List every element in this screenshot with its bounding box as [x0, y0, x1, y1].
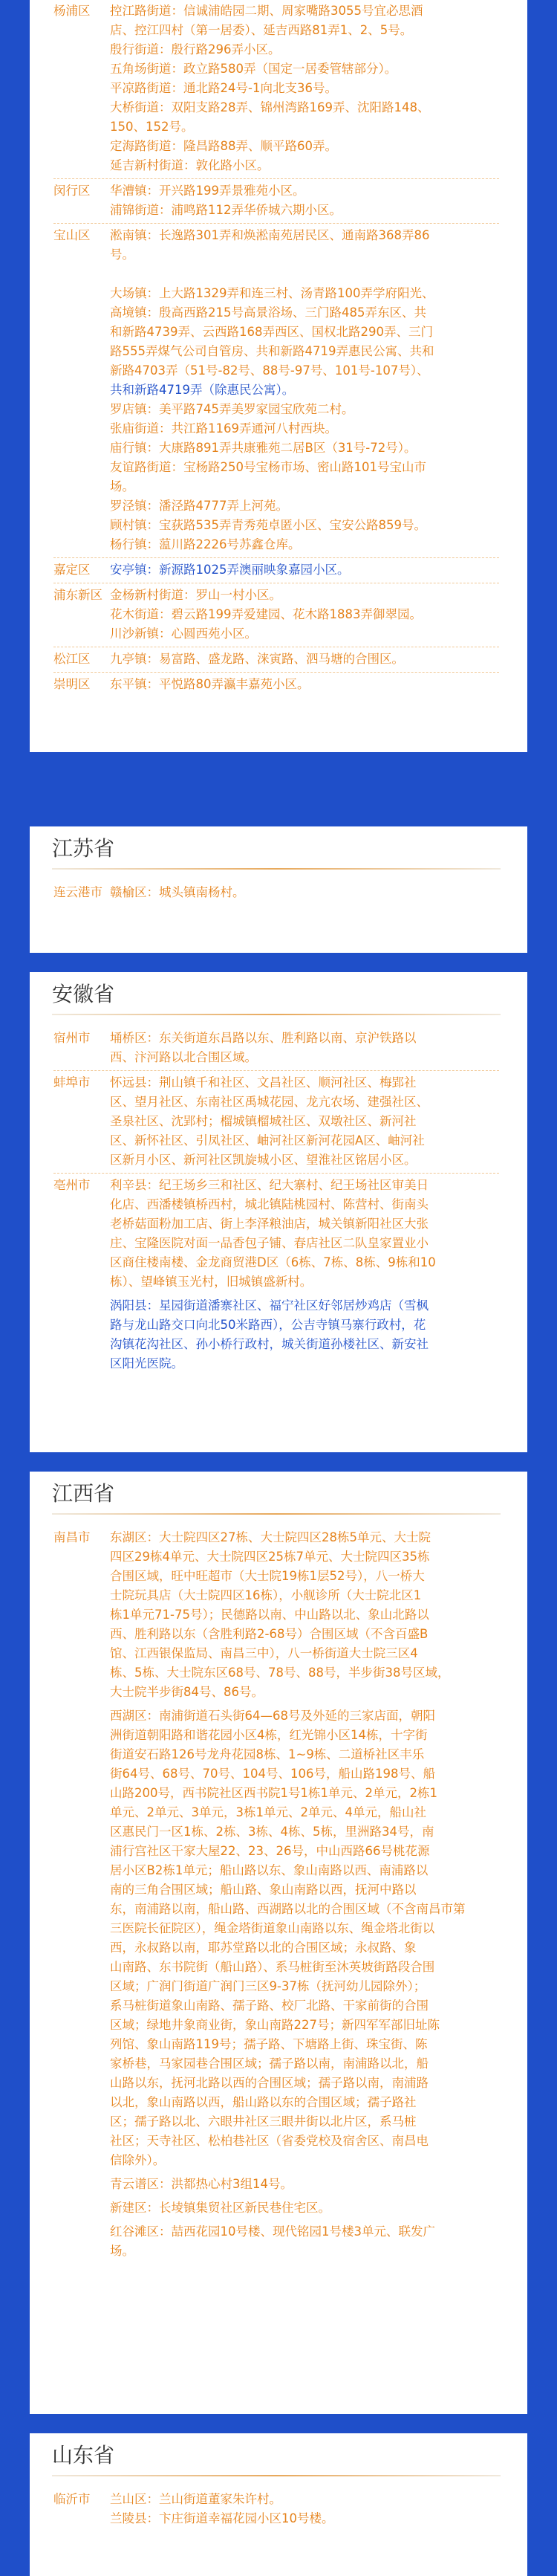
entry-line: 浦锦街道：浦鸣路112弄华侨城六期小区。 [110, 203, 342, 217]
district-name: 亳州市 [53, 1178, 91, 1192]
entry-line: 栋）、望峰镇玉光村，旧城镇盛新村。 [110, 1275, 313, 1289]
entry-line: 沟镇花沟社区、孙小桥行政村，城关街道孙楼社区、新安社 [110, 1337, 429, 1351]
entry-line: 店、控江四村（第一居委）、延吉西路81弄1、2、5号。 [110, 23, 413, 37]
entry-line: 大士院半步街84号、86号。 [110, 1685, 264, 1699]
entry-line: 场。 [110, 2244, 134, 2258]
entry-line: 山南路、东书院街（船山路）、系马桩街至沐英坡街路段合围 [110, 1960, 435, 1974]
district-separator [53, 1070, 499, 1071]
entry-line: 罗店镇：美平路745弄美罗家园宝欣苑二村。 [110, 402, 354, 416]
entry-line: 延吉新村街道：敦化路小区。 [110, 158, 270, 172]
district-separator [53, 178, 499, 179]
entry-line: 安亭镇：新源路1025弄澳丽映象嘉园小区。 [110, 563, 350, 577]
entry-line: 系马桩街道象山南路、孺子路、校厂北路、干家前街的合围 [110, 1999, 429, 2013]
entry-line: 罗泾镇：潘泾路4777弄上河苑。 [110, 499, 288, 513]
entry-line: 张庙街道：共江路1169弄通河八村西块。 [110, 421, 337, 436]
entry-line: 共和新路4719弄（除惠民公寓）。 [110, 383, 295, 397]
district-name: 蚌埠市 [53, 1075, 91, 1090]
entry-line: 兰山区：兰山街道董家朱许村。 [110, 2492, 281, 2506]
entry-line: 殷行街道：殷行路296弄小区。 [110, 42, 281, 56]
district-name: 宿州市 [53, 1031, 91, 1045]
province-divider [52, 2475, 501, 2476]
entry-line: 定海路街道：隆昌路88弄、顺平路60弄。 [110, 139, 337, 153]
entry-line: 青云谱区：洪都热心村3组14号。 [110, 2177, 293, 2191]
entry-line: 大场镇：上大路1329弄和连三村、汤青路100弄学府阳光、 [110, 286, 434, 300]
entry-line: 以北，象山南路以西，船山路以东的合围区域；孺子路社 [110, 2095, 417, 2109]
entry-line: 信除外）。 [110, 2153, 166, 2167]
entry-line: 路555弄煤气公司自管房、共和新路4719弄惠民公寓、共和 [110, 344, 434, 358]
entry-line: 埇桥区：东关街道东昌路以东、胜利路以南、京沪铁路以 [110, 1031, 417, 1045]
entry-line: 南的三角合围区域；船山路、象山南路以西，抚河中路以 [110, 1883, 417, 1897]
entry-line: 华漕镇：开兴路199弄景雅苑小区。 [110, 184, 305, 198]
entry-line: 大桥街道：双阳支路28弄、锦州湾路169弄、沈阳路148、 [110, 100, 430, 114]
district-name: 闵行区 [53, 184, 91, 198]
entry-line: 涡阳县：星园街道潘寨社区、福宁社区好邻居炒鸡店（雪枫 [110, 1298, 429, 1313]
district-name: 连云港市 [53, 885, 102, 899]
entry-line: 西、汴河路以北合围区域。 [110, 1050, 257, 1064]
entry-line: 怀远县：荆山镇千和社区、文昌社区、顺河社区、梅郢社 [110, 1075, 417, 1090]
entry-line: 家桥巷，马家园巷合围区域；孺子路以南，南浦路以北，船 [110, 2056, 429, 2071]
entry-line: 庙行镇：大康路891弄共康雅苑二居B区（31号-72号）。 [110, 441, 417, 455]
entry-line: 红谷滩区：喆西花园10号楼、现代铭园1号楼3单元、联发广 [110, 2224, 435, 2239]
entry-line: 和新路4739弄、云西路168弄西区、国权北路290弄、三门 [110, 325, 433, 339]
entry-line: 西湖区：南浦街道石头街64—68号及外延的三家店面，朝阳 [110, 1709, 435, 1723]
entry-line: 区、望月社区、东南社区禹城花园、龙亢农场、建强社区、 [110, 1095, 429, 1109]
entry-line: 浦行宫社区干家大屋22、23、26号，中山西路66号桃花源 [110, 1844, 430, 1858]
entry-line: 区域；广润门街道广润门三区9-37栋（抚河幼儿园除外）； [110, 1979, 426, 1993]
entry-line: 山路以东，抚河北路以西的合围区域；孺子路以南，南浦路 [110, 2076, 429, 2090]
entry-line: 区惠民门一区1栋、2栋、3栋、4栋、5栋，里洲路34号，南 [110, 1825, 434, 1839]
district-separator [53, 1173, 499, 1174]
entry-line: 川沙新镇：心圆西苑小区。 [110, 627, 257, 641]
district-name: 松江区 [53, 652, 91, 666]
entry-line: 平凉路街道：通北路24号-1向北支36号。 [110, 81, 337, 95]
entry-line: 单元、2单元、3单元，3栋1单元、2单元、4单元，船山社 [110, 1805, 426, 1819]
district-name: 宝山区 [53, 228, 91, 242]
province-divider [52, 1513, 501, 1515]
entry-line: 杨行镇：蕰川路2226号苏鑫仓库。 [110, 537, 301, 551]
entry-line: 赣榆区：城头镇南杨村。 [110, 885, 245, 899]
entry-line: 区；孺子路以北、六眼井社区三眼井街以北片区，系马桩 [110, 2114, 417, 2129]
district-name: 临沂市 [53, 2492, 91, 2506]
entry-line: 顾村镇：宝荻路535弄青秀苑卓匿小区、宝安公路859号。 [110, 518, 426, 532]
entry-line: 栋1单元71-75号）；民德路以南、中山路以北、象山北路以 [110, 1608, 429, 1622]
province-divider [52, 1014, 501, 1015]
district-name: 杨浦区 [53, 4, 91, 18]
entry-line: 五角场街道：政立路580弄（国定一居委管辖部分）。 [110, 62, 397, 76]
entry-line: 友谊路街道：宝杨路250号宝杨市场、密山路101号宝山市 [110, 460, 426, 474]
entry-line: 东，南浦路以南，船山路、西湖路以北的合围区域（不含南昌市第 [110, 1902, 466, 1916]
entry-line: 花木街道：碧云路199弄爱建园、花木路1883弄御翠园。 [110, 607, 422, 621]
province-title: 安徽省 [52, 982, 115, 1006]
district-separator [53, 557, 499, 558]
entry-line: 街道安石路126号龙舟花园8栋、1~9栋、二道桥社区丰乐 [110, 1747, 425, 1761]
entry-line: 东湖区：大士院四区27栋、大士院四区28栋5单元、大士院 [110, 1530, 431, 1544]
province-title: 山东省 [52, 2443, 115, 2467]
entry-line: 新路4703弄（51号-82号、88号-97号、101号-107号）、 [110, 363, 429, 378]
entry-line: 西，永叔路以南，耶苏堂路以北的合围区域；永叔路、象 [110, 1941, 417, 1955]
entry-line: 洲街道朝阳路和谐花园小区4栋，红光锦小区14栋，十字街 [110, 1728, 428, 1742]
entry-line: 利辛县：纪王场乡三和社区、纪大寨村、纪王场社区审美日 [110, 1178, 429, 1192]
entry-line: 金杨新村街道：罗山一村小区。 [110, 588, 281, 602]
entry-line: 三医院长征院区），绳金塔街道象山南路以东、绳金塔北街以 [110, 1921, 435, 1935]
entry-line: 九亭镇：易富路、盛龙路、涞寅路、泗马塘的合围区。 [110, 652, 404, 666]
district-name: 浦东新区 [53, 588, 102, 602]
entry-line: 淞南镇：长逸路301弄和焕淞南苑居民区、通南路368弄86 [110, 228, 430, 242]
entry-line: 四区29栋4单元、大士院四区25栋7单元、大士院四区35栋 [110, 1550, 430, 1564]
entry-line: 150、152号。 [110, 120, 194, 134]
entry-line: 兰陵县：卞庄街道幸福花园小区10号楼。 [110, 2511, 334, 2525]
entry-line: 控江路街道：信诚浦皓园二期、周家嘴路3055号宜必思酒 [110, 4, 423, 18]
entry-line: 圣泉社区、沈郢村；榴城镇榴城社区、双墩社区、新河社 [110, 1114, 417, 1128]
entry-line: 东平镇：平悦路80弄瀛丰嘉苑小区。 [110, 677, 310, 691]
entry-line: 居小区B2栋1单元；船山路以东、象山南路以西、南浦路以 [110, 1863, 429, 1877]
entry-line: 合围区域，旺中旺超市（大士院19栋1层52号），八一桥大 [110, 1569, 425, 1583]
entry-line: 山路200号，西书院社区西书院1号1栋1单元、2单元，2栋1 [110, 1786, 437, 1800]
entry-line: 街64号、68号、70号、104号、106号，船山路198号、船 [110, 1767, 435, 1781]
province-title: 江西省 [52, 1481, 115, 1506]
entry-line: 社区；天寺社区、松柏巷社区（省委党校及宿舍区、南昌电 [110, 2134, 429, 2148]
entry-line: 区阳光医院。 [110, 1356, 183, 1370]
entry-line: 高境镇：殷高西路215号高景浴场、三门路485弄东区、共 [110, 305, 426, 320]
entry-line: 场。 [110, 479, 134, 493]
entry-line: 路与龙山路交口向北50米路西），公吉寺镇马寨行政村，花 [110, 1318, 426, 1332]
entry-line: 区商住楼南楼、金龙商贸港D区（6栋、7栋、8栋、9栋和10 [110, 1255, 436, 1269]
district-separator [53, 672, 499, 673]
entry-line: 列馆、象山南路119号；孺子路、下塘路上街、珠宝街、陈 [110, 2037, 428, 2051]
entry-line: 化店、西潘楼镇桥西村，城北镇陆桃园村、陈营村、街南头 [110, 1197, 429, 1211]
entry-line: 馆、江西银保监局、南昌三中），八一桥街道大士院三区4 [110, 1646, 418, 1660]
entry-line: 号。 [110, 247, 134, 262]
entry-line: 士院玩具店（大士院四区16栋），小舰诊所（大士院北区1 [110, 1588, 422, 1602]
entry-line: 栋、5栋、大士院东区68号、78号、88号，半步街38号区域， [110, 1666, 450, 1680]
entry-line: 区新月小区、新河社区凯旋城小区、望淮社区铭居小区。 [110, 1153, 417, 1167]
province-title: 江苏省 [52, 836, 115, 861]
entry-line: 新建区：长堎镇集贸社区新民巷住宅区。 [110, 2201, 330, 2215]
district-name: 嘉定区 [53, 563, 91, 577]
district-separator [53, 223, 499, 224]
entry-line: 庄、宝隆医院对面一品香包子铺、春店社区二队皇家置业小 [110, 1236, 429, 1250]
district-name: 崇明区 [53, 677, 91, 691]
entry-line: 西、胜利路以东（含胜利路2-68号）合围区域（不含百盛B [110, 1627, 429, 1641]
entry-line: 区域；绿地井象商业街，象山南路227号；新四军军部旧址陈 [110, 2018, 440, 2032]
entry-line: 老桥菇面粉加工店、街上李泽粮油店，城关镇新阳社区大张 [110, 1217, 429, 1231]
entry-line: 区、新怀社区、引凤社区、岫河社区新河花园A区、岫河社 [110, 1133, 425, 1148]
district-name: 南昌市 [53, 1530, 91, 1544]
province-divider [52, 868, 501, 870]
